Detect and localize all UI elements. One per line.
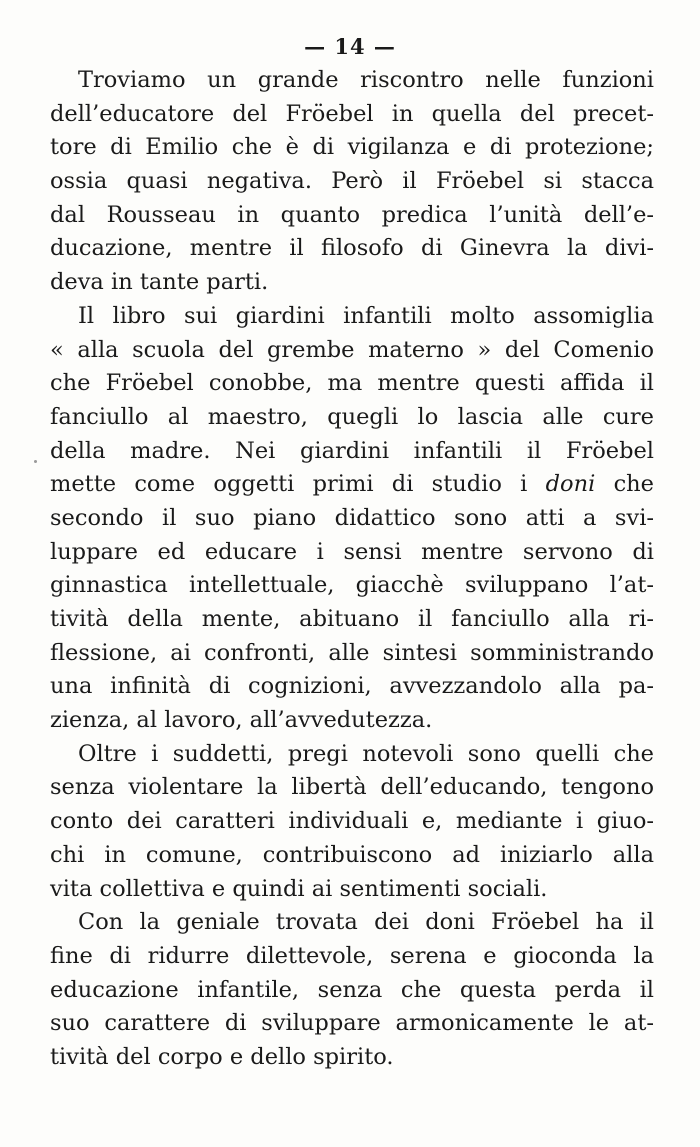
text-line-with-italic [50,468,654,502]
text-line: tore di Emilio che è di vigilanza e di protezione; [50,134,654,161]
italic-word: doni [545,471,596,498]
text-line: senza violentare la libertà dell’educando, tengono [50,774,654,801]
body-text [50,64,654,1075]
paragraph-4 [50,906,654,1074]
text-line: secondo il suo piano didattico sono atti a svi- [50,504,654,531]
text-line: « alla scuola del grembe materno » del Comenio [50,336,654,363]
paragraph-2 [50,300,654,738]
text-line: deva in tante parti. [50,269,269,296]
paragraph-3 [50,738,654,906]
text-segment: mette come oggetti primi di studio i [50,471,528,498]
page-number: — 14 — [304,34,396,59]
text-line: dell’educatore del Fröebel in quella del precet- [50,100,654,127]
text-line: Con la geniale trovata dei doni Fröebel ha il [78,909,654,936]
text-line: dal Rousseau in quanto predica l’unità dell’e- [50,201,654,228]
text-line: che Fröebel conobbe, ma mentre questi affida il [50,370,654,397]
text-line: zienza, al lavoro, all’avvedutezza. [50,707,433,734]
text-line: della madre. Nei giardini infantili il Fröebel [50,437,654,464]
paper-speck [34,460,37,463]
text-line: suo carattere di sviluppare armonicamente le at- [50,1010,654,1037]
text-line: conto dei caratteri individuali e, mediante i giuo- [50,808,654,835]
text-line: chi in comune, contribuiscono ad iniziarlo alla [50,841,654,868]
text-line: Troviamo un grande riscontro nelle funzioni [78,67,654,93]
paragraph-1 [50,64,654,300]
text-line: vita collettiva e quindi ai sentimenti sociali. [50,875,548,902]
text-line: tività del corpo e dello spirito. [50,1043,394,1070]
text-line: Il libro sui giardini infantili molto assomiglia [78,302,654,329]
text-line: fine di ridurre dilettevole, serena e gioconda la [50,942,654,969]
text-line: tività della mente, abituano il fanciullo alla ri- [50,606,654,632]
text-line: ossia quasi negativa. Però il Fröebel si stacca [50,168,654,195]
text-segment: che [613,471,654,498]
text-line: luppare ed educare i sensi mentre servono di [50,538,654,565]
text-line: ducazione, mentre il filosofo di Ginevra la divi- [50,235,654,262]
text-line: Oltre i suddetti, pregi notevoli sono quelli che [78,740,654,767]
text-line: una infinità di cognizioni, avvezzandolo alla pa- [50,673,654,700]
text-line: fanciullo al maestro, quegli lo lascia alle cure [50,403,654,430]
text-line: educazione infantile, senza che questa perda il [50,976,654,1003]
text-line: ginnastica intellettuale, giacchè sviluppano l’at- [50,572,654,599]
text-line: flessione, ai confronti, alle sintesi somministrando [50,639,654,666]
